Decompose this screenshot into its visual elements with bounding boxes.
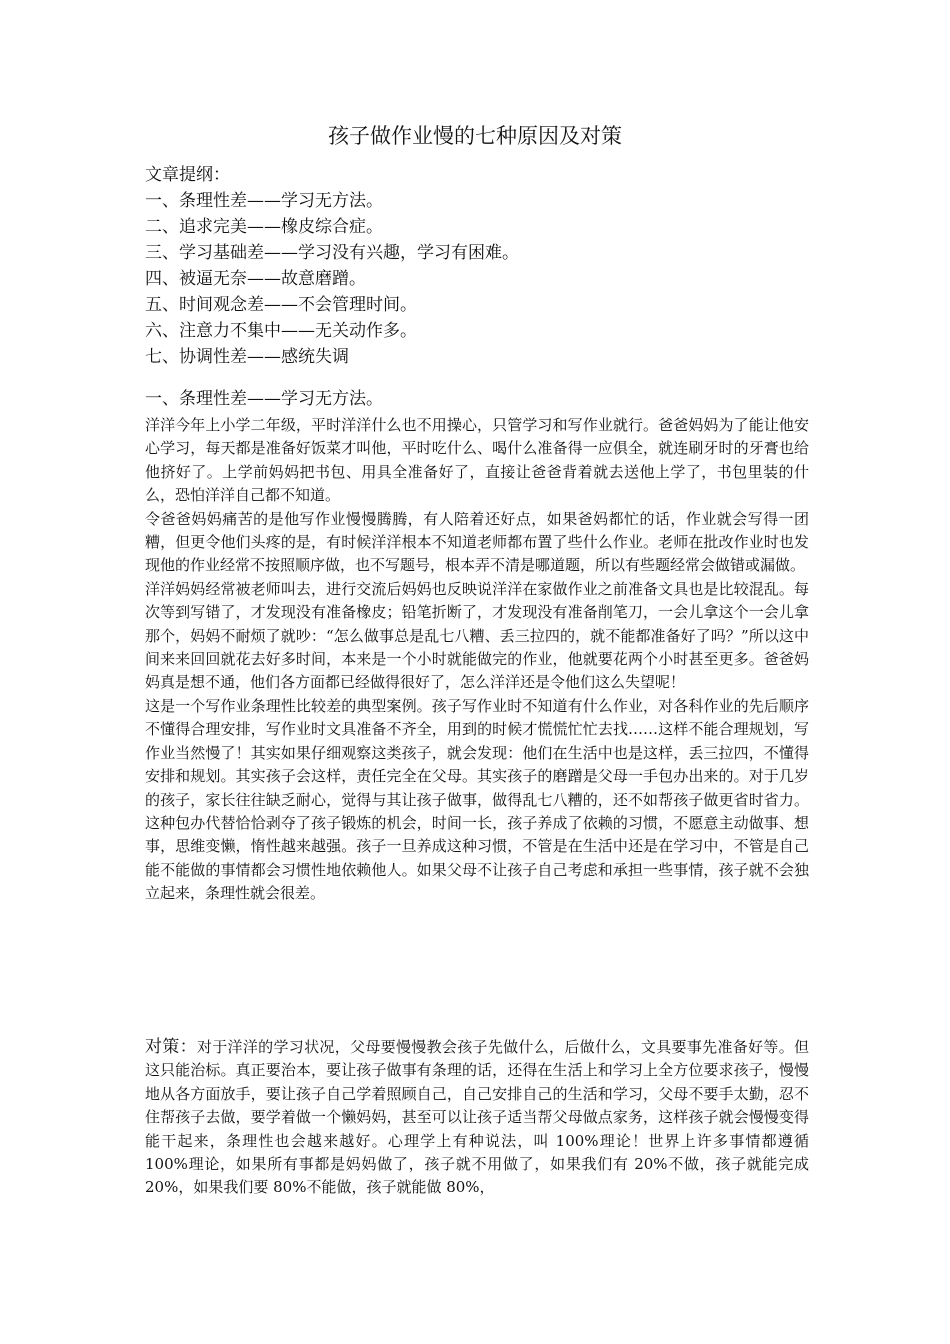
page-title: 孩子做作业慢的七种原因及对策 — [328, 124, 622, 148]
body-paragraph: 洋洋妈妈经常被老师叫去，进行交流后妈妈也反映说洋洋在家做作业之前准备文具也是比较混乱。每次等到写错了，才发现没有准备橡皮；铅笔折断了，才发现没有准备削笔刀，一会儿拿这个一会儿拿那个，妈妈不耐烦了就吵：“怎么做事总是乱七八糟、丢三拉四的，就不能都准备好了吗？”所以这中间来来回回就花去好多时间，本来是一个小时就能做完的作业，他就要花两个小时甚至更多。爸爸妈妈真是想不通，他们各方面都已经做得很好了，怎么洋洋还是令他们这么失望呢！ — [145, 579, 809, 692]
outline-item: 四、被逼无奈——故意磨蹭。 — [145, 269, 366, 289]
outline-item: 七、协调性差——感统失调 — [145, 347, 349, 367]
outline-item: 六、注意力不集中——无关动作多。 — [145, 321, 417, 341]
outline-item: 一、条理性差——学习无方法。 — [145, 191, 383, 211]
body-paragraph: 令爸爸妈妈痛苦的是他写作业慢慢腾腾，有人陪着还好点，如果爸妈都忙的话，作业就会写得一团糟，但更令他们头疼的是，有时候洋洋根本不知道老师都布置了些什么作业。老师在批改作业时也发现他的作业经常不按照顺序做，也不写题号，根本弄不清是哪道题，所以有些题经常会做错或漏做。 — [145, 509, 809, 575]
strategy-paragraph — [145, 1036, 809, 1200]
outline-item: 五、时间观念差——不会管理时间。 — [145, 295, 417, 315]
outline-heading: 文章提纲： — [145, 165, 230, 185]
section-body — [145, 414, 809, 906]
outline-item: 二、追求完美——橡皮综合症。 — [145, 217, 383, 237]
strategy-section — [145, 1036, 809, 1200]
strategy-lead: 对策： — [145, 1037, 197, 1057]
body-paragraph: 这是一个写作业条理性比较差的典型案例。孩子写作业时不知道有什么作业，对各科作业的先后顺序不懂得合理安排，写作业时文具准备不齐全，用到的时候才慌慌忙忙去找……这样不能合理规划，写作业当然慢了！其实如果仔细观察这类孩子，就会发现：他们在生活中也是这样，丢三拉四，不懂得安排和规划。其实孩子会这样，责任完全在父母。其实孩子的磨蹭是父母一手包办出来的。对于几岁的孩子，家长往往缺乏耐心，觉得与其让孩子做事，做得乱七八糟的，还不如帮孩子做更省时省力。这种包办代替恰恰剥夺了孩子锻炼的机会，时间一长，孩子养成了依赖的习惯，不愿意主动做事、想事，思维变懒，惰性越来越强。孩子一旦养成这种习惯，不管是在生活中还是在学习中，不管是自己能不能做的事情都会习惯性地依赖他人。如果父母不让孩子自己考虑和承担一些事情，孩子就不会独立起来，条理性就会很差。 — [145, 696, 809, 903]
strategy-text: 对于洋洋的学习状况，父母要慢慢教会孩子先做什么，后做什么，文具要事先准备好等。但这只能治标。真正要治本，要让孩子做事有条理的话，还得在生活上和学习上全方位要求孩子，慢慢地从各方面放手，要让孩子自己学着照顾自己，自己安排自己的生活和学习，父母不要手太勤，忍不住帮孩子去做，要学着做一个懒妈妈，甚至可以让孩子适当帮父母做点家务，这样孩子就会慢慢变得能干起来，条理性也会越来越好。心理学上有种说法，叫 100%理论！世界上许多事情都遵循 100%理论，如果所有事都是妈妈做了，孩子就不用做了，如果我们有 20%不做，孩子就能完成 20%，如果我们要 80%不能做，孩子就能做 80%， — [145, 1038, 809, 1197]
article-outline — [145, 162, 815, 370]
section-heading: 一、条理性差——学习无方法。 — [145, 389, 383, 409]
outline-item: 三、学习基础差——学习没有兴趣，学习有困难。 — [145, 243, 519, 263]
body-paragraph: 洋洋今年上小学二年级，平时洋洋什么也不用操心，只管学习和写作业就行。爸爸妈妈为了能让他安心学习，每天都是准备好饭菜才叫他，平时吃什么、喝什么准备得一应俱全，就连刷牙时的牙膏也给他挤好了。上学前妈妈把书包、用具全准备好了，直接让爸爸背着就去送他上学了，书包里装的什么，恐怕洋洋自己都不知道。 — [145, 416, 809, 505]
